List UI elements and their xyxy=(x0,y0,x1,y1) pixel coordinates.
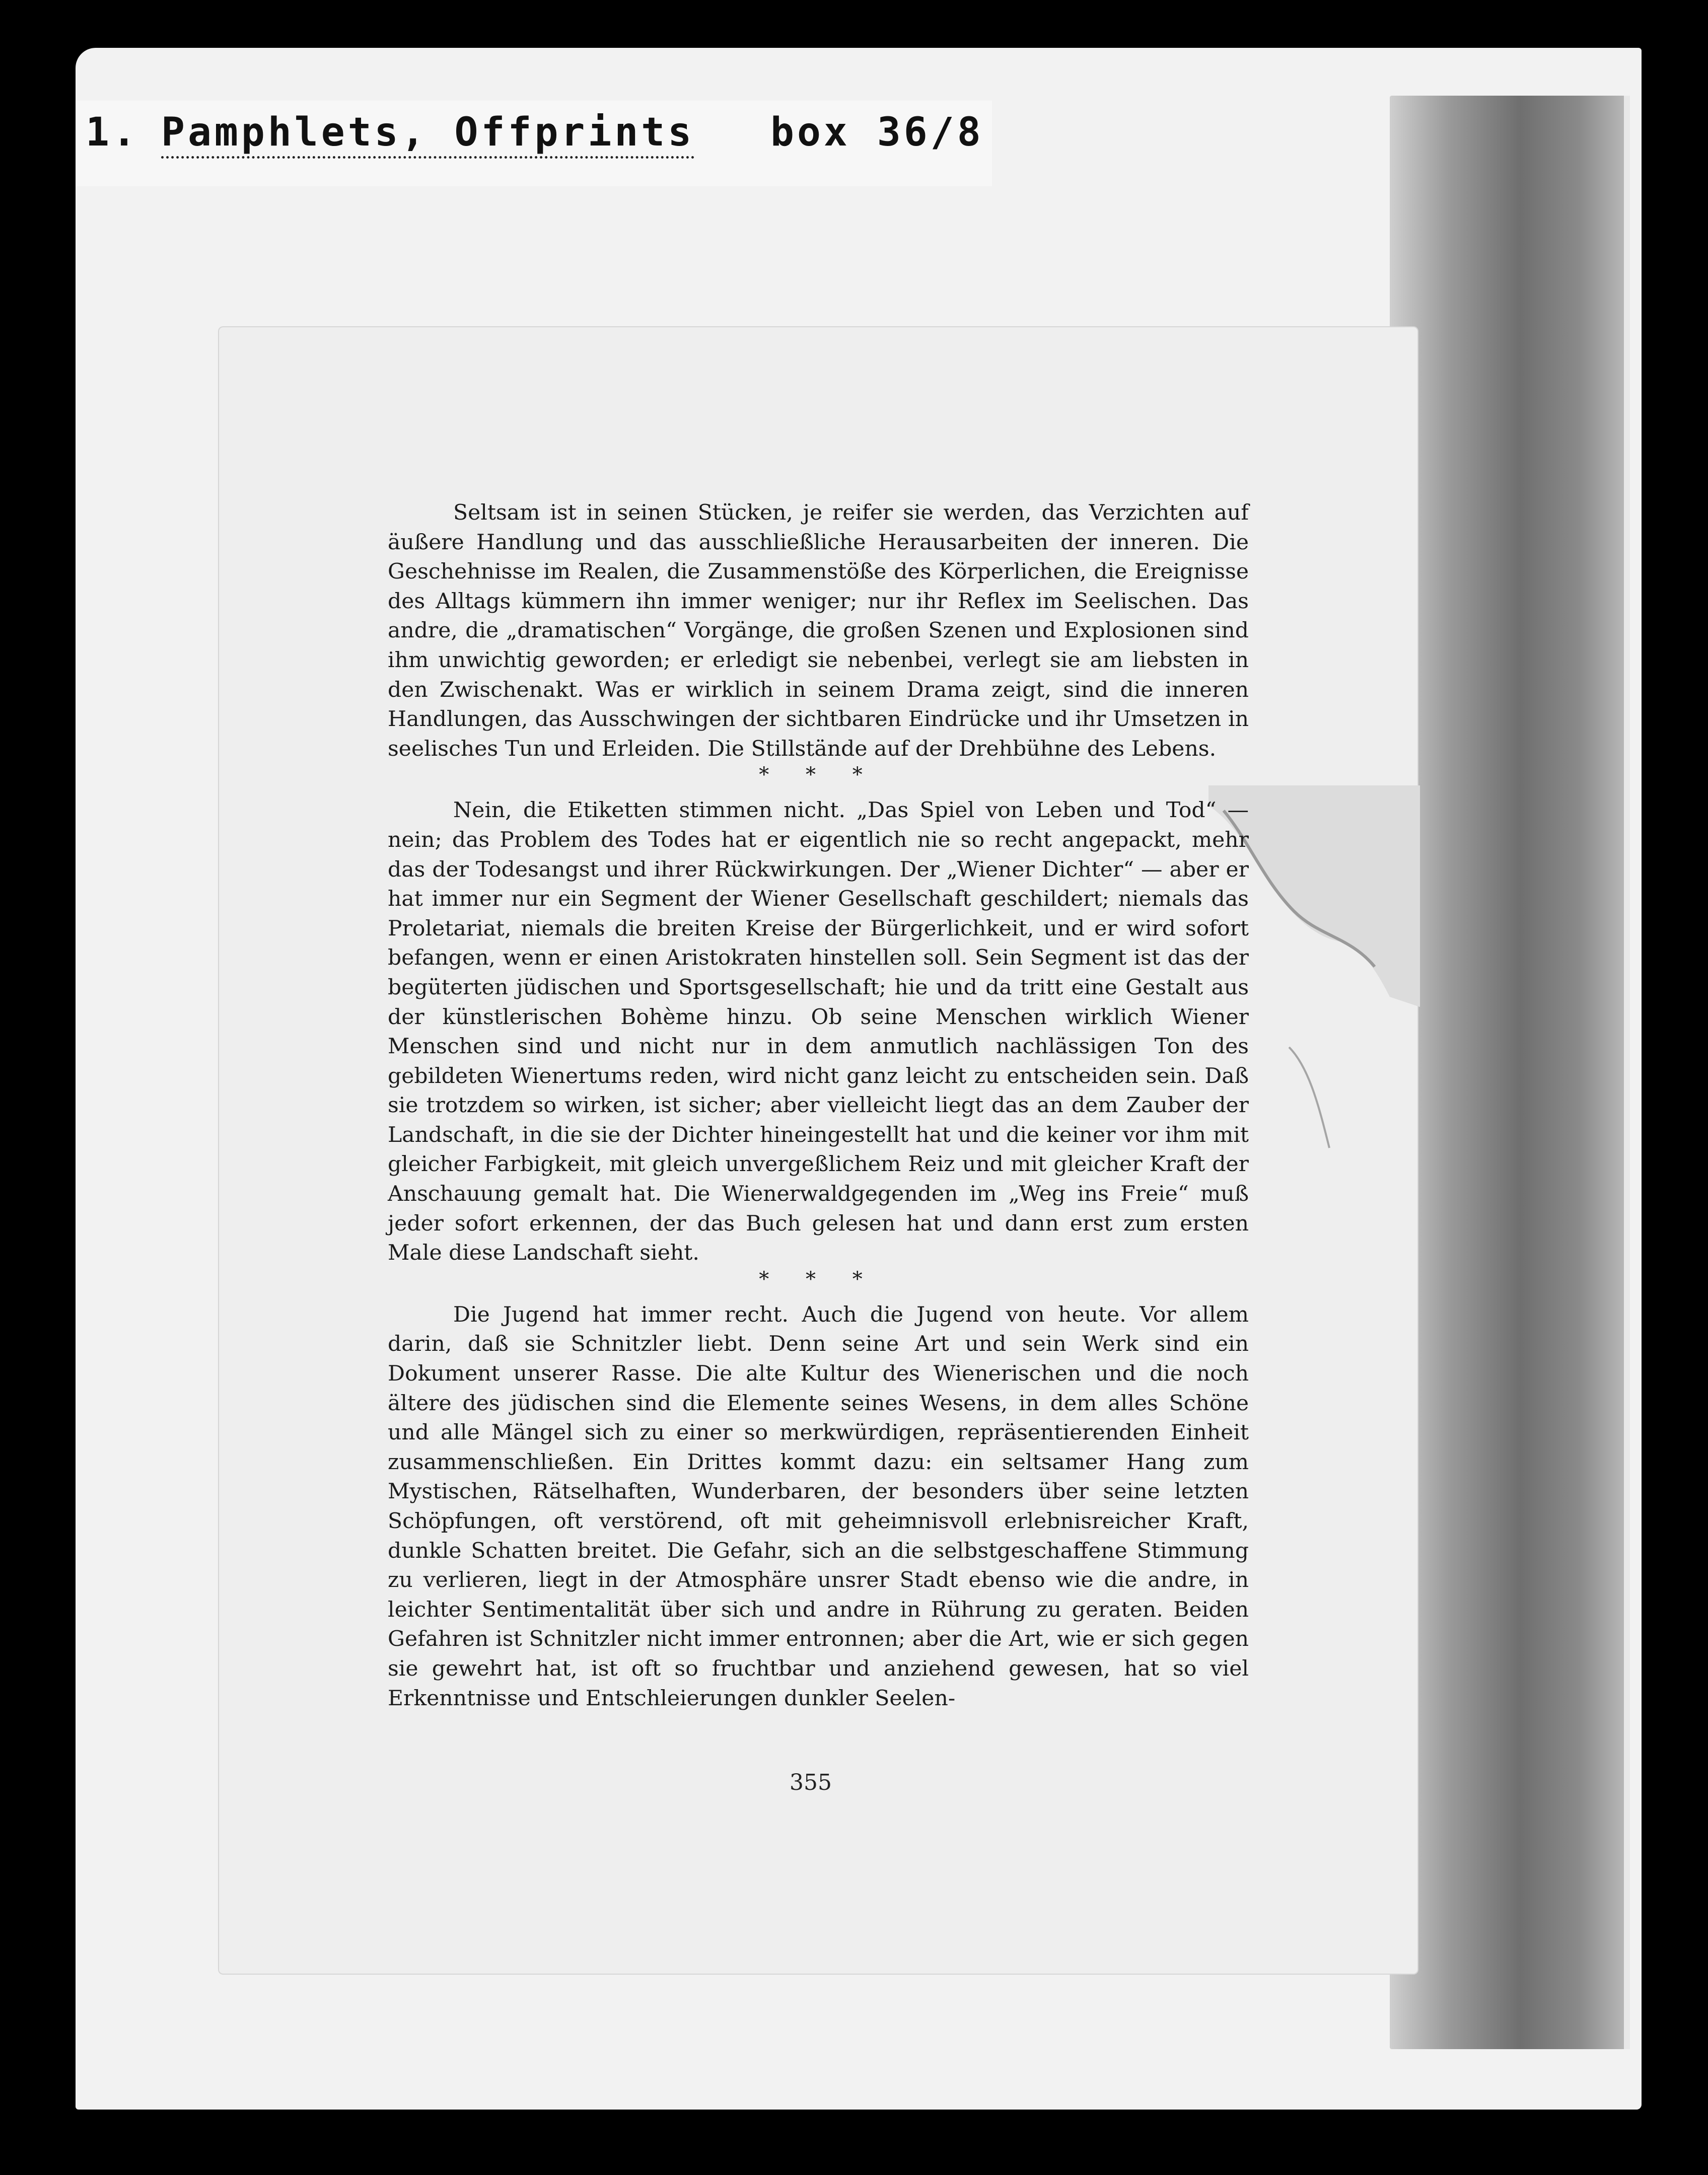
section-separator: * * * xyxy=(759,763,878,787)
label-number: 1. xyxy=(86,110,139,155)
paragraph: Die Jugend hat immer recht. Auch die Jugend von heute. Vor allem darin, daß sie Schnitzler liebt. Denn seine Art und sein Werk sind ein Dokument unserer Rasse. Die alte Kultur des Wienerischen und die noch ältere des jüdischen sind die Elemente seines Wesens, in dem alles Schöne und alle Mängel sich zu einer so merkwürdigen, repräsentierenden Einheit zusammenschließen. Ein Drittes kommt dazu: ein seltsamer Hang zum Mystischen, Rätselhaften, Wunderbaren, der besonders über seine letzten Schöpfungen, oft verstörend, oft mit geheimnisvoll erlebnisreicher Kraft, dunkle Schatten breitet. Die Gefahr, sich an die selbstgeschaffene Stimmung zu verlieren, liegt in der Atmosphäre unsrer Stadt ebenso wie die andre, in leichter Sentimentalität über sich und andre in Rührung zu geraten. Beiden Gefahren ist Schnitzler nicht immer entronnen; aber die Art, wie er sich gegen sie gewehrt hat, ist oft so fruchtbar und anziehend gewesen, hat so viel Erkenntnisse und Entschleierungen dunkler Seelen- xyxy=(388,1302,1249,1711)
mount-edge xyxy=(1624,96,1630,2049)
paragraph: Seltsam ist in seinen Stücken, je reifer sie werden, das Verzichten auf äußere Handlung und das ausschließliche Herausarbeiten der inneren. Die Geschehnisse im Realen, die Zusammenstöße des Körperlichen, die Ereignisse des Alltags kümmern ihn immer weniger; nur ihr Reflex im Seelischen. Das andre, die „dramatischen“ Vorgänge, die großen Szenen und Explosionen sind ihm unwichtig geworden; er erledigt sie nebenbei, verlegt sie am liebsten in den Zwischenakt. Was er wirklich in seinem Drama zeigt, sind die inneren Handlungen, das Ausschwingen der sichtbaren Eindrücke und ihr Umsetzen in seelisches Tun und Erleiden. Die Stillstände auf der Drehbühne des Lebens. xyxy=(388,500,1249,761)
page-text xyxy=(388,498,1249,1713)
mount-board xyxy=(1390,96,1626,2049)
label-title: Pamphlets, Offprints xyxy=(161,110,694,159)
label-box-number: box 36/8 xyxy=(770,110,984,155)
page-number: 355 xyxy=(790,1770,832,1795)
section-separator: * * * xyxy=(759,1267,878,1291)
paragraph: Nein, die Etiketten stimmen nicht. „Das Spiel von Leben und Tod“ — nein; das Problem des Todes hat er eigentlich nie so recht angepackt, mehr das der Todesangst und ihrer Rückwirkungen. Der „Wiener Dichter“ — aber er hat immer nur ein Segment der Wiener Gesellschaft geschildert; niemals das Proletariat, niemals die breiten Kreise der Bürgerlichkeit, und er wird sofort befangen, wenn er einen Aristokraten hinstellen soll. Sein Segment ist das der begüterten jüdischen und Sportsgesellschaft; hie und da tritt eine Gestalt aus der künstlerischen Bohème hinzu. Ob seine Menschen wirklich Wiener Menschen sind und nicht nur in dem anmutlich nachlässigen Ton des gebildeten Wienertums reden, wird nicht ganz leicht zu entscheiden sein. Daß sie trotzdem so wirken, ist sicher; aber vielleicht liegt das an dem Zauber der Landschaft, in die sie der Dichter hineingestellt hat und die keiner vor ihm mit gleicher Farbigkeit, mit gleich unvergeßlichem Reiz und mit gleicher Kraft der Anschauung gemalt hat. Die Wienerwaldgegenden im „Weg ins Freie“ muß jeder sofort erkennen, der das Buch gelesen hat und dann erst zum ersten Male diese Landschaft sieht. xyxy=(388,798,1249,1266)
